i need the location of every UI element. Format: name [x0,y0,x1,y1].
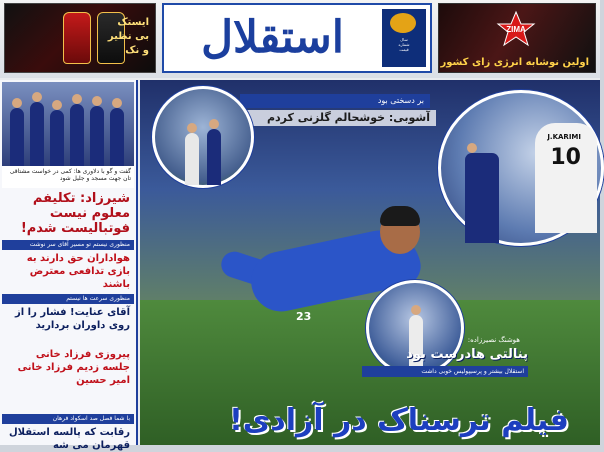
sidebar-strip: با شما فصل صد اسکواد فرهان [2,414,134,424]
sidebar-story[interactable]: هواداران حق دارند به بازی تدافعی معترض باشند [26,253,130,290]
ad-left-line1: ایستک [117,17,149,28]
seal-icon [390,13,416,33]
ad-left-line2: بی نظیر و نک [107,31,149,56]
sidebar-headline[interactable]: شیرزاد: تکلیفم معلوم نیست فوتبالیست شدم! [20,191,130,236]
player-figure [110,108,124,166]
player-figure [409,315,423,373]
player-figure [207,129,221,185]
sidebar [0,80,138,451]
logo-info-panel [382,9,426,67]
newspaper-logo[interactable] [162,3,432,73]
player-figure [90,106,104,166]
sidebar-story[interactable]: پیروزی فرزاد خانی جلسه زدیم فرزاد خانی امیر حسین [17,349,130,386]
sub-strip: استقلال بیشتر و پرسیپولیس خوبی داشت [362,366,528,377]
sidebar-story[interactable]: رقابت که پالسه استقلال قهرمان می شه [8,427,130,451]
player-figure [10,108,24,166]
sub-headline[interactable]: پنالتی هادرست بود [406,347,528,362]
logo-wordmark: استقلال [201,12,344,63]
ad-right-brand: ZIMA [506,25,526,34]
main-headline[interactable]: فیلم ترسناک در آزادی! [229,403,569,438]
masthead [0,0,600,78]
player-hair [380,206,420,226]
drink-can-icon [63,12,91,64]
story-quote[interactable]: آشوبی: خوشحالم گلزنی کردم [246,110,436,126]
sidebar-strip: منظوری سرعت ها نیستم [2,294,134,304]
player-figure [185,133,199,185]
sidebar-strip: منظوری نیستم تو مسیر آقای سر نوشت [2,240,134,250]
player-figure [50,110,64,166]
shirt-number: 10 [550,145,581,170]
issue-info: سال شماره قیمت [398,37,410,52]
team-photo[interactable] [2,82,134,166]
story-kicker: بر دسختی بود [240,94,430,108]
sidebar-story[interactable]: آقای عنایت! فشار را از روی داوران بردارید [15,307,130,331]
player-figure [70,104,84,166]
hero-area [140,80,600,445]
star-logo-icon [494,10,538,48]
ad-right-tagline: اولین نوشابه انرژی زای کشور [440,57,589,68]
inset-photo-top-right[interactable] [438,90,604,246]
inset-photo-top-left[interactable] [152,86,254,188]
photo-caption: گفت و گو با دلاوری ها: کمی در خواست مشتاقی تان جهت مسجد و جلیل شود [2,166,134,188]
shirt-name: J.KARIMI [547,133,581,141]
ad-left-text [105,16,149,58]
sub-kicker: هوشنگ نصیرزاده: [467,336,520,344]
ad-left[interactable] [4,3,156,73]
player-number: 23 [296,310,312,323]
player-figure [30,102,44,166]
ad-right[interactable] [438,3,596,73]
player-figure [465,153,499,243]
